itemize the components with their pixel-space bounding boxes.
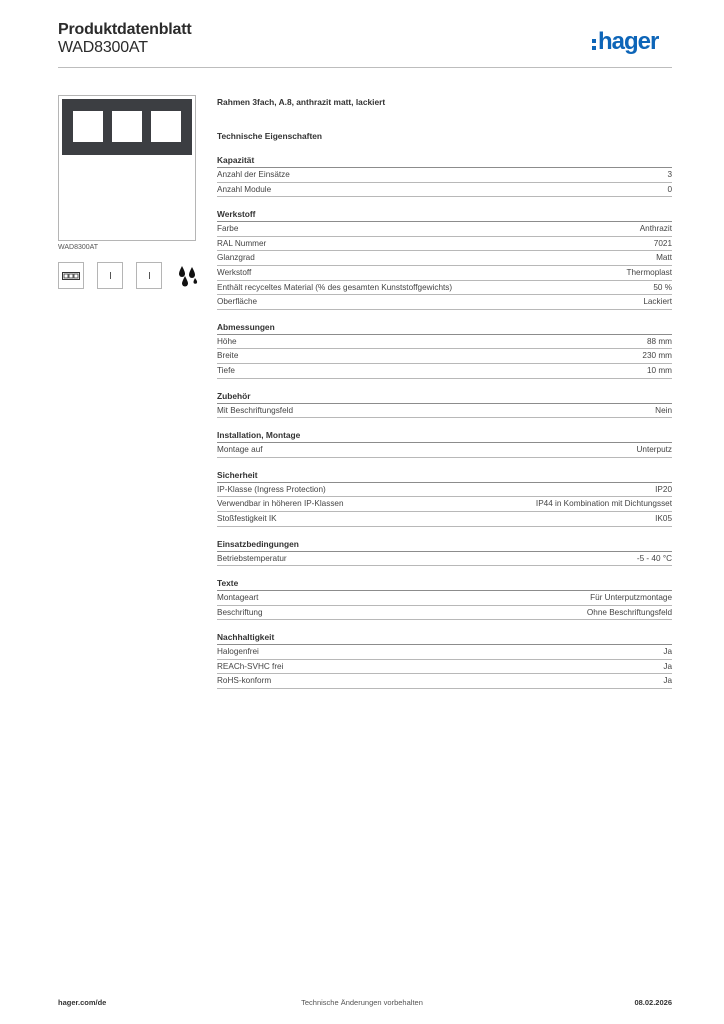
spec-row xyxy=(217,552,672,567)
spec-row xyxy=(217,335,672,350)
footer-website: hager.com/de xyxy=(58,998,107,1007)
spec-row xyxy=(217,660,672,675)
spec-row xyxy=(217,183,672,198)
spec-value: 50 % xyxy=(653,282,672,292)
section-title: Sicherheit xyxy=(217,468,672,483)
spec-label: Montageart xyxy=(217,593,259,603)
spec-section xyxy=(217,630,672,689)
spec-section xyxy=(217,389,672,419)
spec-row xyxy=(217,443,672,458)
spec-row xyxy=(217,645,672,660)
spec-value: 10 mm xyxy=(646,365,672,375)
spec-value: Ja xyxy=(663,676,672,686)
spec-label: Betriebstemperatur xyxy=(217,553,287,563)
spec-value: Ja xyxy=(663,661,672,671)
frame-picture xyxy=(62,99,192,155)
spec-row xyxy=(217,266,672,281)
spec-label: Glanzgrad xyxy=(217,253,255,263)
spec-label: RAL Nummer xyxy=(217,238,267,248)
spec-section xyxy=(217,153,672,197)
spec-label: Tiefe xyxy=(217,365,235,375)
spec-value: 88 mm xyxy=(646,336,672,346)
spec-row xyxy=(217,349,672,364)
spec-value: Anthrazit xyxy=(639,224,672,234)
spec-label: Anzahl der Einsätze xyxy=(217,170,290,179)
triple-frame-icon xyxy=(58,262,84,289)
spec-row xyxy=(217,237,672,252)
spec-row xyxy=(217,483,672,498)
spec-value: Nein xyxy=(655,405,672,415)
product-sku: WAD8300AT xyxy=(58,39,148,56)
section-title: Werkstoff xyxy=(217,207,672,222)
spec-row xyxy=(217,404,672,419)
tech-heading: Technische Eigenschaften xyxy=(217,131,323,141)
spec-label: Oberfläche xyxy=(217,297,258,307)
spec-row xyxy=(217,497,672,512)
spec-row xyxy=(217,591,672,606)
water-drops-icon xyxy=(175,262,201,289)
spec-sections xyxy=(217,153,672,689)
spec-row xyxy=(217,251,672,266)
spec-label: Stoßfestigkeit IK xyxy=(217,513,277,523)
feature-icons xyxy=(58,262,201,289)
spec-section xyxy=(217,320,672,379)
spec-label: Verwendbar in höheren IP-Klassen xyxy=(217,499,344,509)
section-title: Abmessungen xyxy=(217,320,672,335)
spec-label: Farbe xyxy=(217,224,239,234)
spec-label: IP-Klasse (Ingress Protection) xyxy=(217,484,326,494)
section-title: Texte xyxy=(217,576,672,591)
spec-row xyxy=(217,674,672,689)
spec-value: IP44 in Kombination mit Dichtungsset xyxy=(535,499,672,509)
spec-label: Breite xyxy=(217,351,239,361)
footer-disclaimer: Technische Änderungen vorbehalten xyxy=(301,998,423,1007)
spec-value: Matt xyxy=(656,253,672,263)
image-caption: WAD8300AT xyxy=(58,244,99,251)
spec-section xyxy=(217,576,672,620)
logo-dots-icon xyxy=(592,39,596,50)
spec-value: 0 xyxy=(667,184,672,194)
spec-label: Beschriftung xyxy=(217,607,263,617)
spec-section xyxy=(217,468,672,527)
spec-label: Werkstoff xyxy=(217,267,252,277)
spec-value: -5 - 40 °C xyxy=(636,553,672,563)
spec-label: RoHS-konform xyxy=(217,676,272,686)
spec-value: 7021 xyxy=(653,238,672,248)
spec-label: Höhe xyxy=(217,336,237,346)
spec-row xyxy=(217,606,672,621)
section-title: Nachhaltigkeit xyxy=(217,630,672,645)
spec-row xyxy=(217,281,672,296)
spec-value: IP20 xyxy=(655,484,672,494)
header-divider xyxy=(58,67,672,68)
single-bar-icon xyxy=(136,262,162,289)
spec-value: 3 xyxy=(667,170,672,179)
spec-row xyxy=(217,168,672,183)
spec-value: IK05 xyxy=(655,513,672,523)
spec-label: Mit Beschriftungsfeld xyxy=(217,405,293,415)
spec-value: Ja xyxy=(663,647,672,657)
spec-value: Für Unterputzmontage xyxy=(590,593,672,603)
spec-label: REACh-SVHC frei xyxy=(217,661,284,671)
spec-row xyxy=(217,295,672,310)
section-title: Zubehör xyxy=(217,389,672,404)
section-title: Kapazität xyxy=(217,153,672,168)
section-title: Einsatzbedingungen xyxy=(217,537,672,552)
spec-row xyxy=(217,512,672,527)
product-description: Rahmen 3fach, A.8, anthrazit matt, lackiert xyxy=(217,97,386,107)
spec-label: Halogenfrei xyxy=(217,647,259,657)
section-title: Installation, Montage xyxy=(217,428,672,443)
spec-value: Thermoplast xyxy=(626,267,672,277)
spec-value: Ohne Beschriftungsfeld xyxy=(586,607,672,617)
hager-logo xyxy=(592,28,658,56)
logo-text: hager xyxy=(598,28,659,55)
spec-content xyxy=(217,95,672,689)
spec-label: Anzahl Module xyxy=(217,184,272,194)
spec-value: 230 mm xyxy=(642,351,672,361)
spec-label: Enthält recyceltes Material (% des gesamten Kunststoffgewichts) xyxy=(217,282,453,292)
spec-value: Unterputz xyxy=(636,445,672,455)
single-bar-icon xyxy=(97,262,123,289)
page-title: Produktdatenblatt xyxy=(58,21,192,38)
product-image xyxy=(58,95,196,241)
spec-section xyxy=(217,428,672,458)
spec-row xyxy=(217,364,672,379)
spec-section xyxy=(217,207,672,310)
spec-value: Lackiert xyxy=(643,297,672,307)
footer-date: 08.02.2026 xyxy=(634,998,672,1007)
spec-section xyxy=(217,537,672,567)
spec-row xyxy=(217,222,672,237)
spec-label: Montage auf xyxy=(217,445,263,455)
